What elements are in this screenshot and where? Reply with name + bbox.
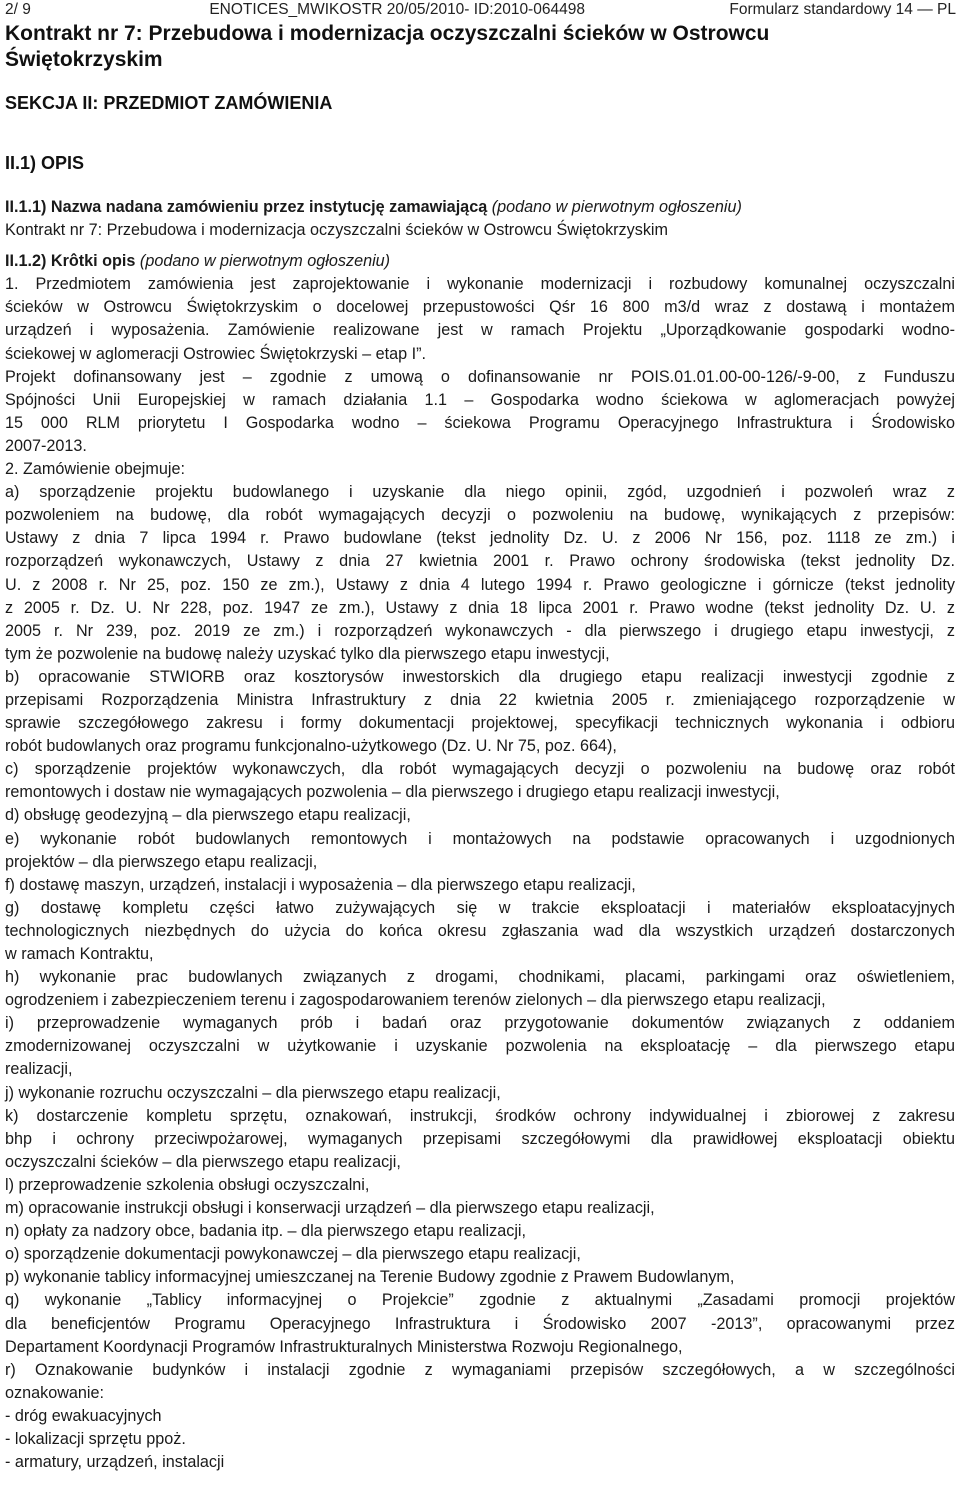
text-line: pozwoleniem na budowę, dla robót wymagających decyzji o pozwoleniu na budowę, wynikających z przepisów: [5,506,955,525]
contract-title [5,21,925,73]
text-line: 2007-2013. [5,436,87,455]
text-line: 15 000 RLM priorytetu I Gospodarka wodno – ściekowa Programu Operacyjnego Infrastruktura i Środowisko [5,413,955,432]
heading-short-description [5,250,955,273]
text-line: remontowych i dostaw nie wymagających pozwolenia – dla pierwszego i drugiego etapu realizacji inwestycji, [5,783,780,802]
text-line: zmodernizowanej oczyszczalni w użytkowanie i uzyskanie pozwolenia na eksploatację – dla pierwszego etapu [5,1037,955,1056]
text-line: 2. Zamówienie obejmuje: [5,460,185,479]
contract-title-line-2: Świętokrzyskim [5,48,163,71]
text-line: oznakowanie: [5,1383,104,1402]
text-line: - dróg ewakuacyjnych [5,1406,162,1425]
text-line: z 2005 r. Dz. U. Nr 228, poz. 1947 ze zm.), Ustawy z dnia 18 lipca 2001 r. Prawo wodne (tekst jednolity Dz. U. z [5,598,955,617]
text-line: przepisami Rozporządzenia Ministra Infrastruktury z dnia 22 kwietnia 2005 r. zmieniającego rozporządzenie w [5,690,955,709]
text-line: bhp i ochrony przeciwpożarowej, wymaganych przepisami szczegółowymi dla prawidłowej eksploatacji obiektu [5,1129,955,1148]
text-line: - lokalizacji sprzętu ppoż. [5,1429,186,1448]
page-number: 2/ 9 [5,1,31,18]
text-line: p) wykonanie tablicy informacyjnej umieszczanej na Terenie Budowy zgodnie z Prawem Budowlanym, [5,1268,735,1287]
description-text [5,273,955,1474]
page-header [5,0,956,20]
heading-short-description-note: (podano w pierwotnym ogłoszeniu) [135,252,391,271]
text-line: i) przeprowadzenie wymaganych prób i badań oraz przygotowanie dokumentów związanych z oddaniem [5,1014,955,1033]
text-line: m) opracowanie instrukcji obsługi i konserwacji urządzeń – dla pierwszego etapu realizacji, [5,1199,655,1218]
text-line: ogrodzeniem i zabezpieczeniem terenu i zagospodarowaniem terenów zielonych – dla pierwszego etapu realizacji, [5,991,826,1010]
text-line: sprawie szczegółowego zakresu i formy dokumentacji projektowej, specyfikacji technicznych wykonania i odbioru [5,714,955,733]
text-line: j) wykonanie rozruchu oczyszczalni – dla pierwszego etapu realizacji, [5,1083,501,1102]
text-line: tym że pozwolenie na budowę należy uzyskać tylko dla pierwszego etapu inwestycji, [5,644,610,663]
text-line: ściekowej w aglomeracji Ostrowiec Świętokrzyski – etap I”. [5,344,427,363]
text-line: oczyszczalni ścieków – dla pierwszego etapu realizacji, [5,1152,401,1171]
text-line: o) sporządzenie dokumentacji powykonawczej – dla pierwszego etapu realizacji, [5,1245,581,1264]
text-line: h) wykonanie prac budowlanych związanych z drogami, chodnikami, placami, parkingami oraz oświetleniem, [5,968,955,987]
text-line: technologicznych niezbędnych do użycia do końca okresu zgłaszania wad dla wszystkich urządzeń dostarczonych [5,921,955,940]
text-line: Projekt dofinansowany jest – zgodnie z umową o dofinansowanie nr POIS.01.01.00-00-126/-9-00, z Funduszu [5,367,955,386]
text-line: w ramach Kontraktu, [5,945,154,963]
text-line: f) dostawę maszyn, urządzeń, instalacji i wyposażenia – dla pierwszego etapu realizacji, [5,875,636,894]
text-line: g) dostawę kompletu części łatwo zużywających się w trakcie eksploatacji i materiałów eksploatacyjnych [5,898,955,917]
text-line: n) opłaty za nadzory obce, badania itp. – dla pierwszego etapu realizacji, [5,1222,527,1241]
text-line: b) opracowanie STWIORB oraz kosztorysów inwestorskich dla drugiego etapu realizacji inwestycji zgodnie z [5,667,955,686]
document-body [5,196,955,1474]
text-line: Ustawy z dnia 7 lipca 1994 r. Prawo budowlane (tekst jednolity Dz. U. z 2006 Nr 156, poz. 1118 ze zm.) i [5,529,955,548]
text-line: rozporządzeń wykonawczych, Ustawy z dnia 27 kwietnia 2001 r. Prawo ochrony środowiska (tekst jednolity Dz. [5,552,955,571]
heading-contract-name-note: (podano w pierwotnym ogłoszeniu) [487,198,742,216]
contract-title-line-1: Kontrakt nr 7: Przebudowa i modernizacja oczyszczalni ścieków w Ostrowcu [5,22,770,45]
text-line: 1. Przedmiotem zamówienia jest zaprojektowanie i wykonanie modernizacji i rozbudowy komunalnej oczyszczalni [5,275,955,294]
subsection-title: II.1) OPIS [5,153,85,173]
text-line: realizacji, [5,1060,73,1079]
text-line: k) dostarczenie kompletu sprzętu, oznakowań, instrukcji, środków ochrony indywidualnej i zbiorowej z zakresu [5,1106,955,1125]
text-line: e) wykonanie robót budowlanych remontowych i montażowych na podstawie opracowanych i uzgodnionych [5,829,955,848]
text-line: robót budowlanych oraz programu funkcjonalno-użytkowego (Dz. U. Nr 75, poz. 664), [5,737,617,756]
text-line: r) Oznakowanie budynków i instalacji zgodnie z wymaganiami przepisów szczegółowych, a w szczególności [5,1360,955,1379]
heading-short-description-label: II.1.2) Krôtki opis [5,252,136,271]
text-line: Departament Koordynacji Programów Infrastrukturalnych Ministerstwa Rozwoju Regionalnego, [5,1337,683,1356]
document-id: ENOTICES_MWIKOSTR 20/05/2010- ID:2010-064498 [209,1,585,18]
text-line: urządzeń i wyposażenia. Zamówienie realizowane jest w ramach Projektu „Uporządkowanie gospodarki wodno- [5,321,955,340]
form-name: Formularz standardowy 14 — PL [729,1,956,18]
text-line: dla beneficjentów Programu Operacyjnego Infrastruktura i Środowisko 2007 -2013”, opracowanymi przez [5,1314,955,1333]
text-line: d) obsługę geodezyjną – dla pierwszego etapu realizacji, [5,806,411,825]
heading-contract-name-label: II.1.1) Nazwa nadana zamówieniu przez instytucję zamawiającą [5,198,488,216]
text-line: c) sporządzenie projektów wykonawczych, dla robót wymagających decyzji o pozwoleniu na budowę oraz robót [5,760,955,779]
text-line: - armatury, urządzeń, instalacji [5,1453,225,1472]
text-line: Spójności Unii Europejskiej w ramach działania 1.1 – Gospodarka wodno ściekowa w aglomeracjach powyżej [5,390,955,409]
text-line: 2005 r. Nr 239, poz. 2019 ze zm.) i rozporządzeń wykonawczych - dla pierwszego i drugiego etapu inwestycji, z [5,621,955,640]
heading-contract-name [5,196,955,219]
text-line: ścieków w Ostrowcu Świętokrzyskim o docelowej przepustowości Qśr 16 800 m3/d wraz z dostawą i montażem [5,298,955,317]
text-line: a) sporządzenie projektu budowlanego i uzyskanie dla niego opinii, zgód, uzgodnień i pozwoleń wraz z [5,483,955,502]
text-line: U. z 2008 r. Nr 25, poz. 150 ze zm.), Ustawy z dnia 4 lutego 1994 r. Prawo geologiczne i górnicze (tekst jednolity [5,575,955,594]
text-line: projektów – dla pierwszego etapu realizacji, [5,852,318,871]
contract-name-value: Kontrakt nr 7: Przebudowa i modernizacja oczyszczalni ścieków w Ostrowcu Świętokrzyskim [5,221,669,240]
text-line: q) wykonanie „Tablicy informacyjnej o Projekcie” zgodnie z aktualnymi „Zasadami promocji projektów [5,1291,955,1310]
text-line: l) przeprowadzenie szkolenia obsługi oczyszczalni, [5,1175,370,1194]
section-title: SEKCJA II: PRZEDMIOT ZAMÓWIENIA [5,93,333,113]
